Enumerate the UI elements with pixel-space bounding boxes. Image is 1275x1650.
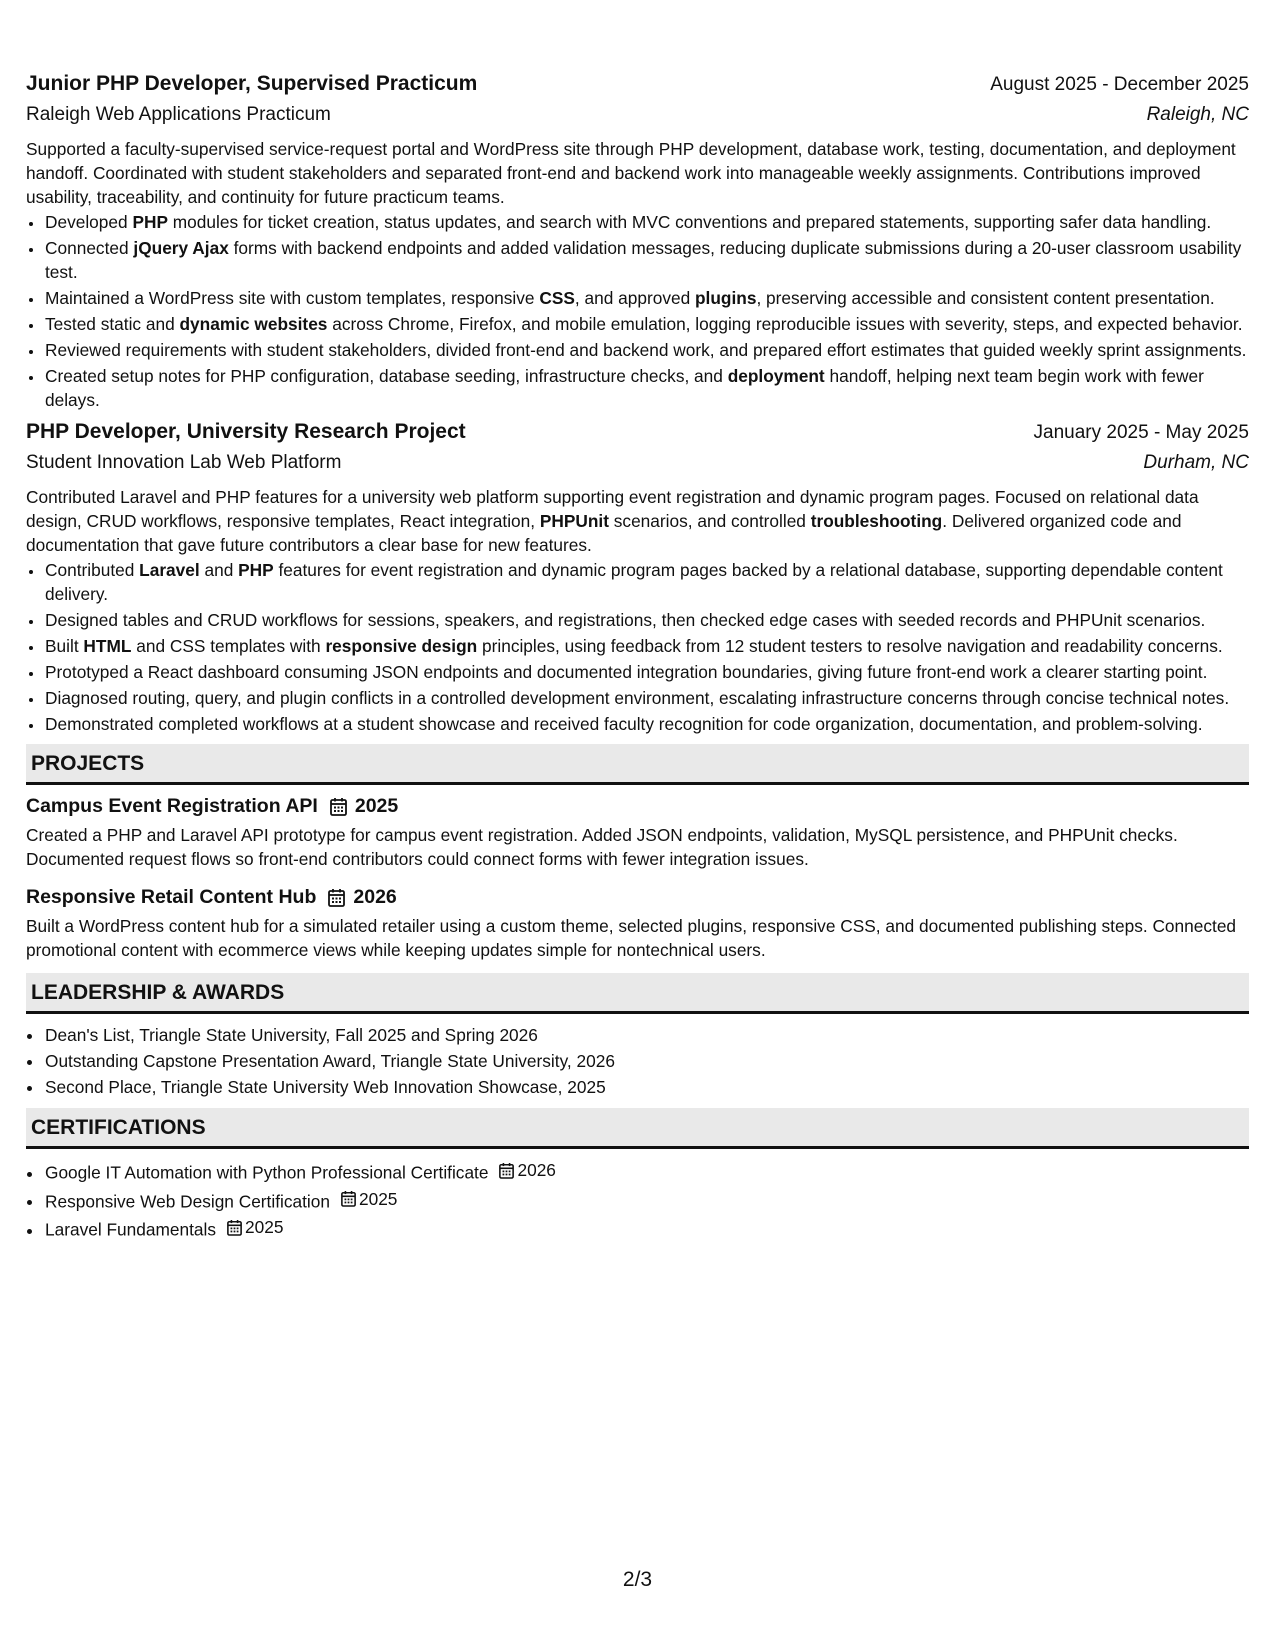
certification-year: 2025: [358, 1188, 398, 1209]
bold-keyword: troubleshooting: [810, 511, 943, 531]
job-organization: Raleigh Web Applications Practicum: [26, 104, 331, 125]
resume-page: [26, 72, 1249, 1251]
job-dates: August 2025 - December 2025: [990, 74, 1249, 95]
bold-keyword: HTML: [83, 636, 132, 656]
project-entry: [26, 882, 1249, 962]
bullet-item: • Diagnosed routing, query, and plugin conflicts in a controlled development environment, escalating infrastructure concerns through concise technical notes.: [44, 686, 1249, 710]
calendar-icon: [328, 888, 345, 907]
page-number: 2/3: [622, 1568, 653, 1591]
bullet-item: • Built HTML and CSS templates with responsive design principles, using feedback from 12 student testers to resolve navigation and readability concerns.: [44, 634, 1249, 658]
project-name: Campus Event Registration API: [26, 794, 318, 817]
job-location: Durham, NC: [1143, 452, 1249, 473]
job-location: Raleigh, NC: [1146, 104, 1249, 125]
job-subheader: [26, 104, 1249, 137]
certifications-list: [26, 1157, 1249, 1243]
bold-keyword: plugins: [695, 288, 757, 308]
bullet-item: • Reviewed requirements with student stakeholders, divided front-end and backend work, and prepared effort estimates that guided weekly sprint assignments.: [44, 338, 1249, 362]
list-item: [44, 1214, 1249, 1243]
bold-keyword: PHP: [238, 560, 274, 580]
bullet-item: • Designed tables and CRUD workflows for sessions, speakers, and registrations, then checked edge cases with seeded records and PHPUnit scenarios.: [44, 608, 1249, 632]
bold-keyword: responsive design: [325, 636, 478, 656]
job-bullets: [26, 210, 1249, 412]
project-header: [26, 791, 1249, 821]
bullet-item: • Connected jQuery Ajax forms with backend endpoints and added validation messages, reducing duplicate submissions during a 20-user classroom usability test.: [44, 236, 1249, 284]
job-organization: Student Innovation Lab Web Platform: [26, 452, 342, 473]
job-dates: January 2025 - May 2025: [1033, 422, 1249, 443]
leadership-list: [26, 1022, 1249, 1100]
calendar-icon: [330, 797, 347, 816]
bold-keyword: dynamic websites: [179, 314, 328, 334]
project-name: Responsive Retail Content Hub: [26, 885, 317, 908]
list-item: • Second Place, Triangle State University Web Innovation Showcase, 2025: [44, 1074, 1249, 1100]
calendar-icon: [499, 1162, 514, 1179]
certification-year: 2026: [517, 1160, 556, 1180]
job-subheader: [26, 452, 1249, 485]
bold-keyword: PHP: [132, 212, 168, 232]
bold-keyword: Laravel: [139, 560, 200, 580]
project-description: Built a WordPress content hub for a simulated retailer using a custom theme, selected plugins, responsive CSS, and documented publishing steps. Connected promotional content with ecommerce views while keeping updates simple for nontechnical users.: [26, 916, 1237, 960]
bullet-item: • Demonstrated completed workflows at a student showcase and received faculty recognition for code organization, documentation, and problem-solving.: [44, 712, 1249, 736]
bold-keyword: PHPUnit: [539, 511, 609, 531]
bold-keyword: CSS: [539, 288, 575, 308]
list-item: [44, 1157, 1249, 1186]
list-item: • Outstanding Capstone Presentation Award, Triangle State University, 2026: [44, 1048, 1249, 1074]
job-bullets: [26, 558, 1249, 736]
certification-year: 2025: [245, 1217, 284, 1237]
list-item: • Dean's List, Triangle State University, Fall 2025 and Spring 2026: [44, 1022, 1249, 1048]
bullet-item: • Created setup notes for PHP configuration, database seeding, infrastructure checks, and deployment handoff, helping next team begin work with fewer delays.: [44, 364, 1249, 412]
section-header-projects: PROJECTS: [26, 744, 1249, 785]
certification-name: Responsive Web Design Certification: [45, 1191, 330, 1211]
project-header: [26, 882, 1249, 912]
job-header: [26, 72, 1249, 104]
bullet-item: • Maintained a WordPress site with custom templates, responsive CSS, and approved plugins, preserving accessible and consistent content presentation.: [44, 286, 1249, 310]
section-header-certifications: CERTIFICATIONS: [26, 1108, 1249, 1149]
bold-keyword: jQuery Ajax: [133, 238, 229, 258]
bold-keyword: deployment: [727, 366, 825, 386]
job-header: [26, 420, 1249, 452]
bullet-item: • Tested static and dynamic websites across Chrome, Firefox, and mobile emulation, logging reproducible issues with severity, steps, and expected behavior.: [44, 312, 1249, 336]
job-summary: Contributed Laravel and PHP features for a university web platform supporting event registration and dynamic program pages. Focused on relational data design, CRUD workflows, responsive templates, React integration, PHPUnit scenarios, and controlled troubleshooting. Delivered organized code and documentation that gave future contributors a clear base for new features.: [26, 487, 1199, 555]
calendar-icon: [341, 1190, 356, 1207]
project-year: 2026: [353, 885, 397, 908]
certification-name: Google IT Automation with Python Professional Certificate: [45, 1162, 489, 1183]
job-title: Junior PHP Developer, Supervised Practicum: [26, 72, 478, 95]
bullet-item: • Contributed Laravel and PHP features for event registration and dynamic program pages backed by a relational database, supporting dependable content delivery.: [44, 558, 1249, 606]
bullet-item: • Prototyped a React dashboard consuming JSON endpoints and documented integration boundaries, giving future front-end work a clearer starting point.: [44, 660, 1249, 684]
bullet-item: • Developed PHP modules for ticket creation, status updates, and search with MVC conventions and prepared statements, supporting safer data handling.: [44, 210, 1249, 234]
job-summary: Supported a faculty-supervised service-request portal and WordPress site through PHP development, database work, testing, documentation, and deployment handoff. Coordinated with student stakeholders and separated front-end and backend work into manageable weekly assignments. Contributions improved usability, traceability, and continuity for future practicum teams.: [26, 139, 1236, 207]
job-entry: [26, 420, 1249, 736]
project-description: Created a PHP and Laravel API prototype for campus event registration. Added JSON endpoints, validation, MySQL persistence, and PHPUnit checks. Documented request flows so front-end contributors could connect forms with fewer integration issues.: [26, 825, 1178, 869]
list-item: [44, 1186, 1249, 1215]
section-header-leadership: LEADERSHIP & AWARDS: [26, 973, 1249, 1014]
calendar-icon: [227, 1219, 242, 1236]
project-year: 2025: [354, 794, 399, 817]
job-title: PHP Developer, University Research Project: [26, 420, 466, 443]
project-entry: [26, 791, 1249, 871]
job-entry: [26, 72, 1249, 412]
certification-name: Laravel Fundamentals: [45, 1219, 216, 1240]
